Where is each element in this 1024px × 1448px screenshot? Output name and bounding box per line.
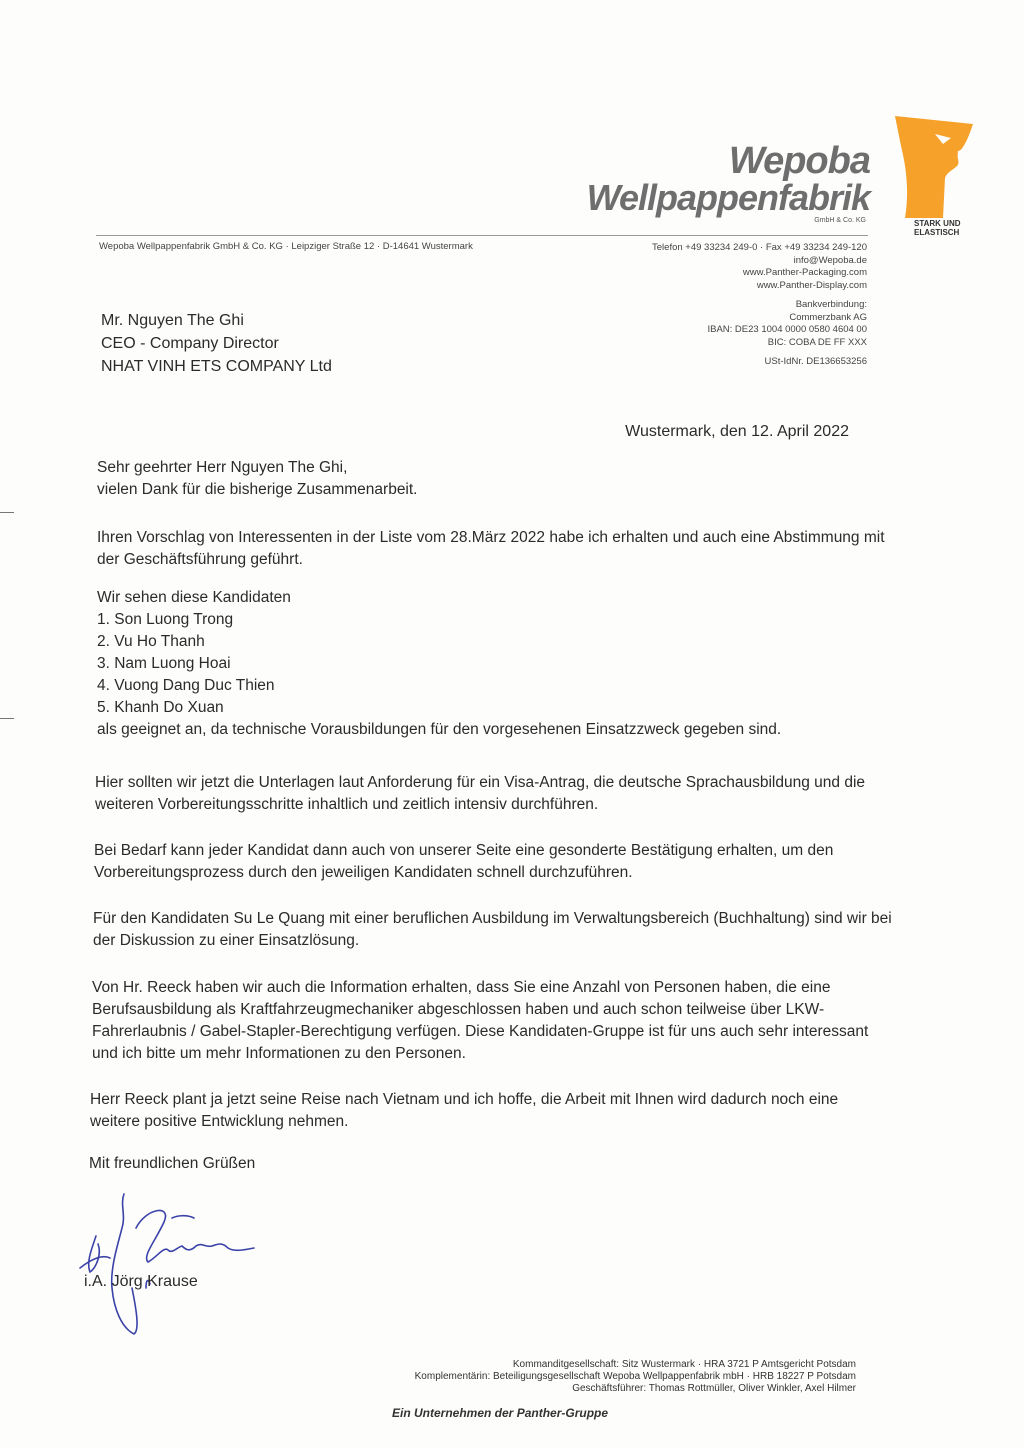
list-item: 2. Vu Ho Thanh <box>97 633 205 650</box>
paragraph-confirmation: Bei Bedarf kann jeder Kandidat dann auch von unserer Seite eine gesonderte Bestätigung erhalten, um den Vorbereitungsprozess durch den jeweiligen Kandidaten schnell durchzuführen. <box>94 842 834 881</box>
closing: Mit freundlichen Grüßen <box>89 1155 256 1172</box>
header-rule <box>96 235 868 236</box>
list-item: 4. Vuong Dang Duc Thien <box>97 677 275 694</box>
date-line: Wustermark, den 12. April 2022 <box>625 423 849 440</box>
bank-name: Commerzbank AG <box>789 311 867 323</box>
candidates-outro: als geeignet an, da technische Vorausbildungen für den vorgesehenen Einsatzzweck gegeben sind. <box>97 721 782 738</box>
salutation: Sehr geehrter Herr Nguyen The Ghi, <box>97 459 348 476</box>
list-item: 3. Nam Luong Hoai <box>97 655 231 672</box>
candidates-intro: Wir sehen diese Kandidaten <box>97 589 291 606</box>
list-item: 1. Son Luong Trong <box>97 611 234 628</box>
contact-block <box>652 242 867 292</box>
bank-label: Bankverbindung: <box>795 299 867 310</box>
bank-block <box>707 299 867 349</box>
footer-line-3: Geschäftsführer: Thomas Rottmüller, Oliver Winkler, Axel Hilmer <box>572 1383 856 1394</box>
logo-suffix: GmbH & Co. KG <box>814 217 866 224</box>
recipient-company: NHAT VINH ETS COMPANY Ltd <box>101 358 332 375</box>
vat-id: USt-IdNr. DE136653256 <box>764 356 867 367</box>
paragraph-visa: Hier sollten wir jetzt die Unterlagen laut Anforderung für ein Visa-Antrag, die deutsche Sprachausbildung und die weiteren Vorbereitungsschritte inhaltlich und zeitlich intensiv durchführen. <box>95 774 866 813</box>
fold-mark <box>0 512 14 513</box>
slogan-line-1: STARK UND <box>914 219 961 228</box>
footer-line-1: Kommanditgesellschaft: Sitz Wustermark · HRA 3721 P Amtsgericht Potsdam <box>512 1359 856 1370</box>
recipient-name: Mr. Nguyen The Ghi <box>101 312 244 329</box>
thanks-line: vielen Dank für die bisherige Zusammenarbeit. <box>97 481 418 498</box>
slogan-line-2: ELASTISCH <box>914 228 960 237</box>
contact-email: info@Wepoba.de <box>793 254 867 266</box>
slogan <box>914 219 961 237</box>
panther-logo-icon <box>895 116 975 218</box>
salutation-block <box>97 457 418 501</box>
logo-text-wellpappenfabrik: Wellpappenfabrik <box>586 177 870 218</box>
paragraph-mechanics: Von Hr. Reeck haben wir auch die Information erhalten, dass Sie eine Anzahl von Personen haben, die eine Berufsausbildung als Kraftfahrzeugmechaniker abgeschlossen haben und auch schon teilweise über LKW-Fahrerlaubnis / Gabel-Stapler-Berechtigung verfügen. Diese Kandidaten-Gruppe ist für uns auch sehr interessant und ich bitte um mehr Informationen zu den Personen. <box>92 979 869 1062</box>
recipient-title: CEO - Company Director <box>101 335 279 352</box>
paragraph-vietnam-trip: Herr Reeck plant ja jetzt seine Reise nach Vietnam und ich hoffe, die Arbeit mit Ihnen wird dadurch noch eine weitere positive Entwicklung nehmen. <box>90 1091 839 1130</box>
recipient-address <box>101 309 332 378</box>
signature-image <box>76 1188 276 1338</box>
contact-website-1: www.Panther-Packaging.com <box>742 267 867 278</box>
paragraph-su-le-quang: Für den Kandidaten Su Le Quang mit einer beruflichen Ausbildung im Verwaltungsbereich (Buchhaltung) sind wir bei der Diskussion zu einer Einsatzlösung. <box>93 910 892 949</box>
list-item: 5. Khanh Do Xuan <box>97 699 224 716</box>
bank-iban: IBAN: DE23 1004 0000 0580 4604 00 <box>707 324 867 335</box>
candidates-block <box>97 587 887 741</box>
contact-phone: Telefon +49 33234 249-0 · Fax +49 33234 249-120 <box>652 242 867 253</box>
logo-text-wepoba: Wepoba <box>728 140 870 182</box>
footer-line-2: Komplementärin: Beteiligungsgesellschaft Wepoba Wellpappenfabrik mbH · HRB 18227 P Potsdam <box>414 1371 856 1382</box>
signer-name: i.A. Jörg Krause <box>84 1273 198 1290</box>
footer-legal <box>415 1359 856 1395</box>
sender-address-line: Wepoba Wellpappenfabrik GmbH & Co. KG · Leipziger Straße 12 · D-14641 Wustermark <box>99 241 473 252</box>
group-tagline: Ein Unternehmen der Panther-Gruppe <box>392 1406 609 1420</box>
bank-bic: BIC: COBA DE FF XXX <box>767 336 867 348</box>
punch-mark <box>0 718 14 719</box>
paragraph-proposal: Ihren Vorschlag von Interessenten in der Liste vom 28.März 2022 habe ich erhalten und auch eine Abstimmung mit der Geschäftsführung geführt. <box>97 529 885 568</box>
contact-website-2: www.Panther-Display.com <box>756 279 867 291</box>
